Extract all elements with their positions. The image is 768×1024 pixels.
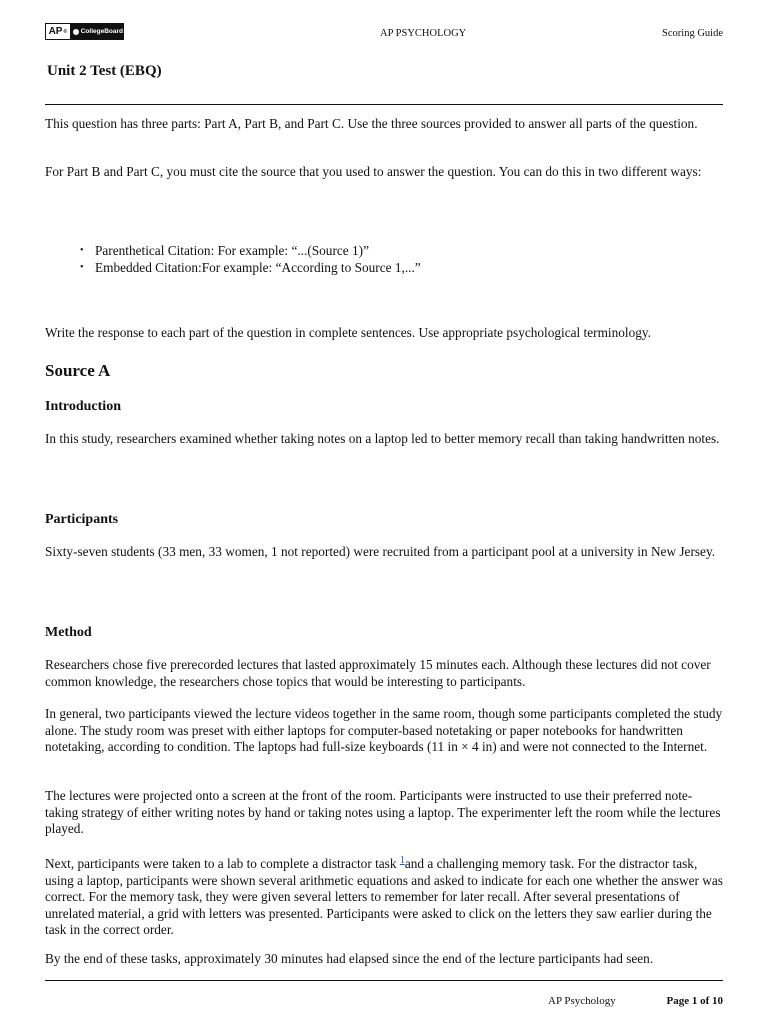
method-paragraph-5: By the end of these tasks, approximately 30 minutes had elapsed since the end of the lecture participants had seen. — [45, 951, 654, 966]
page-title: Unit 2 Test (EBQ) — [47, 63, 162, 79]
footnote-link[interactable]: 1 — [399, 855, 405, 866]
method-paragraph-4-start: Next, participants were taken to a lab to complete a distractor task — [45, 856, 400, 871]
method-paragraph-4-end: and a challenging memory task. For the distractor task, using a laptop, participants were shown several arithmetic equations and asked to indicate for each one whether the answer was correct. For the memory task, they were given several letters to remember for later recall. After several presentations of unrelated material, a grid with letters was presented. Participants were asked to click on the letters they saw earlier during the task in the correct order. — [45, 856, 723, 937]
header-scoring-guide: Scoring Guide — [662, 28, 723, 39]
participants-heading: Participants — [45, 512, 119, 527]
acorn-icon — [73, 29, 79, 35]
footer-course: AP Psychology — [548, 995, 616, 1007]
logo-ap: AP ® — [48, 26, 68, 37]
ap-collegeboard-logo — [45, 23, 124, 40]
method-paragraph-3: The lectures were projected onto a screen at the front of the room. Participants were instructed to use their preferred note-taking strategy of either writing notes by hand or taking notes using a laptop. The experimenter left the room while the lectures played. — [45, 788, 721, 836]
logo-brand: CollegeBoard — [70, 24, 123, 39]
source-heading: Source A — [45, 361, 111, 380]
introduction-heading: Introduction — [45, 399, 121, 414]
intro-paragraph-3: Write the response to each part of the question in complete sentences. Use appropriate psychological terminology. — [45, 325, 652, 340]
footer-divider — [45, 980, 723, 981]
introduction-text: In this study, researchers examined whether taking notes on a laptop led to better memory recall than taking handwritten notes. — [45, 431, 720, 446]
list-item: • Parenthetical Citation: For example: “...(Source 1)” — [80, 243, 421, 260]
intro-paragraph-2: For Part B and Part C, you must cite the source that you used to answer the question. You can do this in two different ways: — [45, 164, 702, 179]
list-item: • Embedded Citation:For example: “According to Source 1,...” — [80, 260, 421, 277]
header-subject: AP PSYCHOLOGY — [380, 28, 467, 39]
method-paragraph-4 — [45, 853, 723, 939]
intro-paragraph-1: This question has three parts: Part A, Part B, and Part C. Use the three sources provided to answer all parts of the question. — [45, 116, 698, 131]
title-divider — [45, 104, 723, 105]
citation-list — [80, 243, 421, 276]
method-heading: Method — [45, 625, 92, 640]
method-paragraph-1: Researchers chose five prerecorded lectures that lasted approximately 15 minutes each. Although these lectures did not cover common knowledge, the researchers chose topics that would be interesting to participants. — [45, 657, 711, 689]
method-paragraph-2: In general, two participants viewed the lecture videos together in the same room, though some participants completed the study alone. The study room was preset with either laptops for computer-based notetaking or paper notebooks for handwritten notetaking, according to condition. The laptops had full-size keyboards (11 in × 4 in) and were not connected to the Internet. — [45, 706, 723, 754]
page-number: Page 1 of 10 — [666, 995, 723, 1007]
participants-text: Sixty-seven students (33 men, 33 women, 1 not reported) were recruited from a participant pool at a university in New Jersey. — [45, 544, 716, 559]
